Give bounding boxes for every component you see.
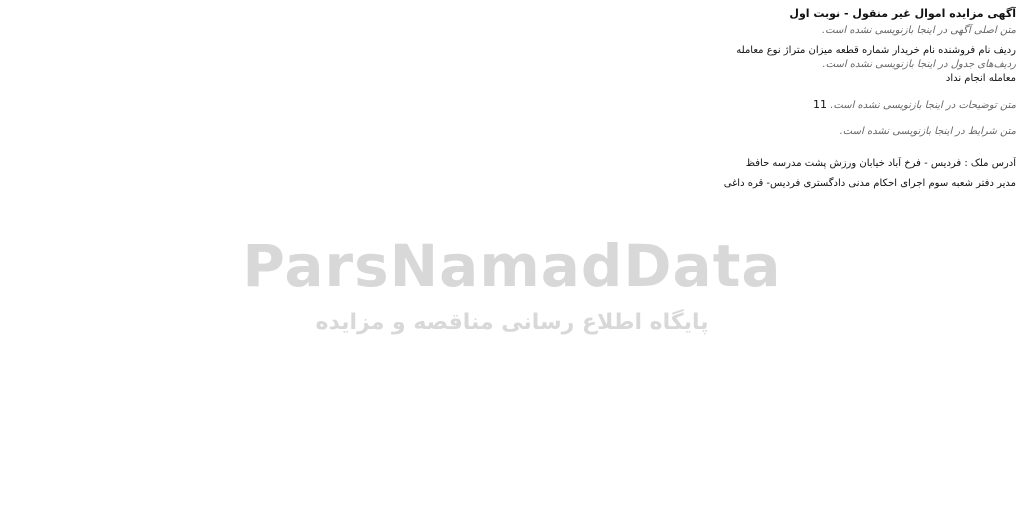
footer-address: آدرس ملک : فردیس - فرخ آباد خیابان ورزش پشت مدرسه حافظ [745, 158, 1016, 169]
watermark-logo-text: ParsNamadData [242, 232, 782, 300]
sale-table-header: ردیف نام فروشنده نام خریدار شماره قطعه میزان متراژ نوع معامله [736, 45, 1016, 56]
footer-signature: مدیر دفتر شعبه سوم اجرای احکام مدنی دادگستری فردیس- قره داغی [723, 178, 1016, 189]
sale-table [8, 44, 1016, 86]
note-number: 11 [813, 98, 828, 111]
notice-body [8, 24, 1016, 38]
sale-table-rows-placeholder: ردیف‌های جدول در اینجا بازنویسی نشده است. [822, 59, 1016, 70]
sale-table-trailing: معامله انجام نداد [945, 73, 1016, 84]
conditions-placeholder: متن شرایط در اینجا بازنویسی نشده است. [839, 126, 1016, 137]
notice-body-placeholder: متن اصلی آگهی در اینجا بازنویسی نشده است. [822, 25, 1016, 36]
note-paragraph [8, 98, 1016, 113]
conditions-paragraph [8, 125, 1016, 139]
note-paragraph-placeholder: متن توضیحات در اینجا بازنویسی نشده است. [830, 100, 1016, 111]
watermark-subtitle: پایگاه اطلاع رسانی مناقصه و مزایده [315, 310, 709, 335]
notice-title: آگهی مزایده اموال غیر منقول - نوبت اول [789, 7, 1016, 20]
